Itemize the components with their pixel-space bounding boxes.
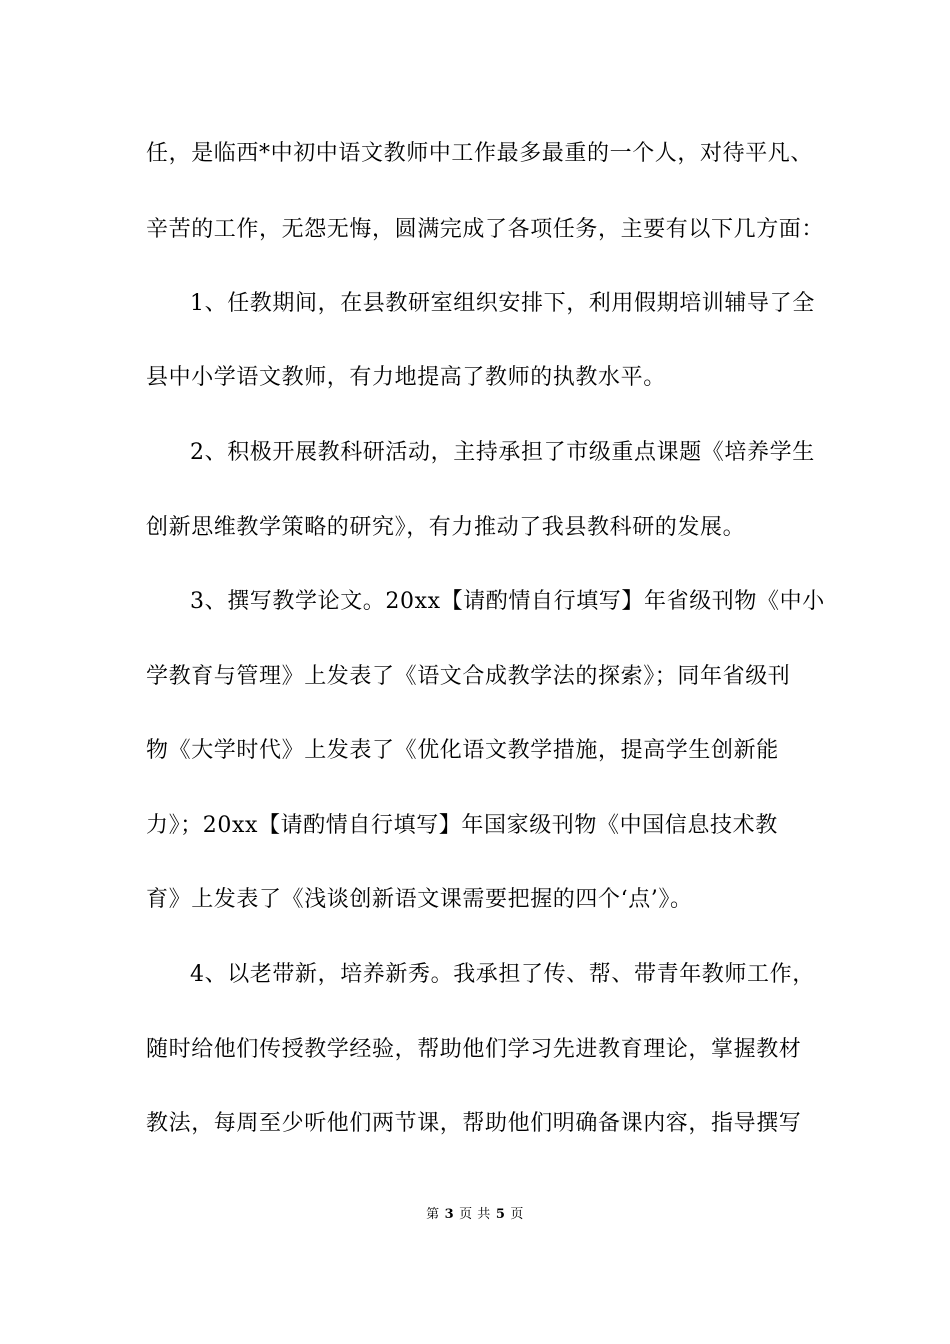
page-footer xyxy=(0,1205,950,1225)
paragraph-line: 教法，每周至少听他们两节课，帮助他们明确备课内容，指导撰写 xyxy=(146,1111,802,1136)
paragraph-line: 随时给他们传授教学经验，帮助他们学习先进教育理论，掌握教材 xyxy=(146,1037,802,1062)
paragraph-line: 1、任教期间，在县教研室组织安排下，利用假期培训辅导了全 xyxy=(190,291,815,316)
paragraph-line: 力》；20xx【请酌情自行填写】年国家级刊物《中国信息技术教 xyxy=(146,813,778,838)
footer-suffix: 页 xyxy=(510,1207,524,1222)
footer-prefix: 第 xyxy=(426,1207,440,1222)
total-pages-number: 5 xyxy=(495,1207,506,1222)
current-page-number: 3 xyxy=(444,1207,455,1222)
paragraph-line: 任，是临西*中初中语文教师中工作最多最重的一个人，对待平凡、 xyxy=(146,141,814,166)
paragraph-line: 育》上发表了《浅谈创新语文课需要把握的四个‘点’》。 xyxy=(146,887,693,912)
paragraph-line: 创新思维教学策略的研究》，有力推动了我县教科研的发展。 xyxy=(146,515,746,540)
paragraph-line: 3、撰写教学论文。20xx【请酌情自行填写】年省级刊物《中小 xyxy=(190,589,825,614)
paragraph-line: 物《大学时代》上发表了《优化语文教学措施，提高学生创新能 xyxy=(146,738,779,763)
paragraph-line: 辛苦的工作，无怨无悔，圆满完成了各项任务，主要有以下几方面： xyxy=(146,217,825,242)
paragraph-line: 4、以老带新，培养新秀。我承担了传、帮、带青年教师工作， xyxy=(190,962,815,987)
paragraph-line: 县中小学语文教师，有力地提高了教师的执教水平。 xyxy=(146,365,666,390)
paragraph-line: 学教育与管理》上发表了《语文合成教学法的探索》；同年省级刊 xyxy=(146,664,791,689)
footer-middle: 页 共 xyxy=(459,1207,491,1222)
paragraph-line: 2、积极开展教科研活动，主持承担了市级重点课题《培养学生 xyxy=(190,440,815,465)
